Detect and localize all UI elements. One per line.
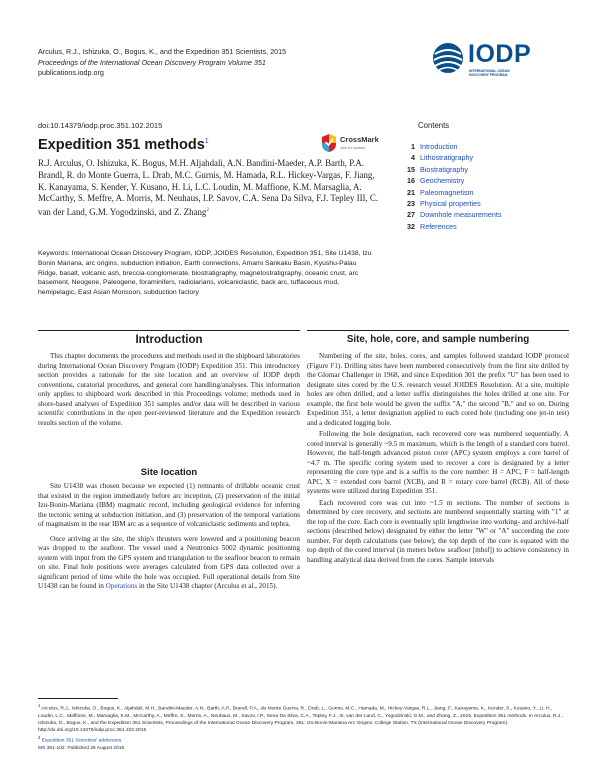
site-paragraph-2 — [38, 535, 300, 592]
toc-label[interactable]: Paleomagnetism — [420, 187, 474, 197]
footnotes — [38, 702, 566, 752]
author-list — [38, 158, 383, 219]
site-location-body — [38, 482, 300, 592]
footnote-rule — [38, 698, 118, 699]
authors-text: R.J. Arculus, O. Ishizuka, K. Bogus, M.H. Aljahdali, A.N. Bandini-Maeder, A.P. Barth, P.A. Brandl, R. do Monte Guerra, L. Drab, M.C. Gurnis, M. Hamada, R.L. Hickey-Vargas, F. Jiang, K. Kanayama, S. Kender, Y. Kusano, H. Li, L.C. Loudin, M. Maffione, K.M. Marsaglia, A. McCarthy, S. Meffre, A. Morris, M. Neuhaus, I.P. Savov, C.A. Sena Da Silva, F.J. Tepley III, C. van der Land, G.M. Yogodzinski, and Z. Zhang — [38, 158, 379, 218]
footnote-1-marker: 1 — [38, 703, 41, 708]
toc-item[interactable] — [396, 141, 576, 152]
footnote-1-text: Arculus, R.J., Ishizuka, O., Bogus, K., Aljahdali, M.H., Bandini-Maeder, A.N., Barth, A.P., Brandl, P.A., do Monte Guerra, R., Drab, L., Gurnis, M.C., Hamada, M., Hickey-Vargas, R.L., Jiang, F., Kanayama, K., Kender, S., Kusano, Y., Li, H., Loudin, L.C., Maffione, M., Marsaglia, K.M., McCarthy, A., Meffre, S., Morris, A., Neuhaus, M., Savov, I.P., Sena Da Silva, C.A., Tepley, F.J., III, van der Land, C., Yogodzinski, G.M., and Zhang, Z., 2015. Expedition 351 methods. In Arculus, R.J., Ishizuka, O., Bogus, K., and the Expedition 351 Scientists, Proceedings of the International Ocean Discovery Program, 351: Izu-Bonin-Mariana Arc Origins: College Station, TX (International Ocean Discovery Program). http://dx.doi.org/10.14379/iodp.proc.351.102.2015 — [38, 706, 564, 733]
crossmark-icon — [320, 133, 338, 153]
toc-page: 27 — [407, 210, 415, 220]
numbering-rule — [307, 330, 569, 331]
publications-site[interactable]: publications.iodp.org — [38, 68, 104, 77]
site-location-heading: Site location — [140, 467, 198, 478]
numbering-body — [307, 352, 569, 565]
table-of-contents — [396, 141, 576, 232]
toc-label[interactable]: Physical properties — [420, 199, 481, 209]
toc-label[interactable]: Introduction — [420, 142, 458, 151]
iodp-logo[interactable] — [432, 40, 572, 88]
authors-footnote-marker[interactable]: 2 — [206, 208, 209, 214]
proceedings-line: Proceedings of the International Ocean Discovery Program Volume 351 — [38, 57, 266, 67]
toc-page: 23 — [407, 199, 415, 209]
footnote-2-marker: 2 — [38, 735, 41, 740]
numbering-heading: Site, hole, core, and sample numbering — [346, 334, 530, 345]
toc-label[interactable]: References — [420, 221, 457, 231]
numbering-paragraph-1b: ). Drilling sites have been numbered consecutively from the first site drilled by the Glomar Challenger in 1968, and since Expedition 301 the prefix "U" has been used to designate sites cored by the U.S. research vessel JOIDES Resolution. At a site, multiple holes are often drilled, and a letter suffix distinguishes the holes drilled at one site. For example, the first hole would be given the suffix "A," the second "B," and so on. During Expedition 351, a letter designation applied to each cored hole (including one jet-in test) and a dedicated logging hole. — [307, 361, 570, 427]
toc-item[interactable] — [396, 209, 576, 220]
footnote-1 — [38, 702, 566, 734]
toc-label[interactable]: Biostratigraphy — [420, 164, 468, 174]
keywords-label: Keywords: — [38, 250, 70, 257]
figure-f1-link[interactable]: F1 — [330, 361, 338, 370]
intro-body — [38, 352, 300, 428]
numbering-paragraph-3: Each recovered core was cut into ~1.5 m sections. The number of sections is determined by core recovery, and sections are numbered sequentially starting with "1" at the top of the core. Each core is eventually split lengthwise into working- and archive-half sections (described below) designated by either the letter "W" or "A" succeeding the core number. For depth calculations (see below), the top depth of the core is equated with the top depth of the cored interval (in meters below seafloor [mbsf]) to achieve consistency in handling analytical data derived from the cores. Sample intervals — [307, 498, 569, 564]
keywords — [38, 249, 378, 298]
doi-link[interactable]: doi:10.14379/iodp.proc.351.102.2015 — [38, 121, 163, 130]
toc-page: 21 — [407, 187, 415, 197]
site-paragraph-1: Site U1438 was chosen because we expected (1) remnants of drillable oceanic crust that existed in the region immediately before arc inception, (2) preservation of the initial Izu-Bonin-Mariana (IBM) magmatic record, including geological evidence for inferring the tectonic setting at subduction initiation, and (3) preservation of the temporal variations of magmatism in the rear IBM arc as a sequence of volcaniclastic sediments and tephra. — [38, 482, 300, 528]
toc-item[interactable] — [396, 221, 576, 232]
toc-page: 32 — [407, 221, 415, 231]
contents-heading: Contents — [418, 121, 450, 130]
intro-rule — [38, 330, 300, 331]
intro-paragraph: This chapter documents the procedures and methods used in the shipboard laboratories during International Ocean Discovery Program (IODP) Expedition 351. This introductory section provides a rationale for the site location and an overview of IODP depth conventions, curatorial procedures, and general core handling/analyses. This information only applies to shipboard work described in this Proceedings volume; methods used in shore-based analyses of Expedition 351 samples and/or data will be described in various scientific contributions in the open peer-reviewed literature and the Expedition research results section of the volume. — [38, 352, 300, 427]
crossmark-label: CrossMark — [340, 135, 379, 144]
citation-header — [38, 47, 368, 79]
keywords-text: International Ocean Discovery Program, IODP, JOIDES Resolution, Expedition 351, Site U1438, Izu Bonin Mariana, arc origins, subduction initiation, Earth connections, Amami Sankaku Basin, Kyushu-Palau Ridge, basalt, volcanic ash, breccia-conglomerate, biostratigraphy, magnetostratigraphy, oceanic crust, arc basement, Neogene, Paleogene, foraminifers, radiolarians, volcaniclastic, back arc, tuffaceous mud, hemipelagic, East Asian Monsoon, subduction factory — [38, 250, 372, 297]
crossmark-badge[interactable] — [320, 133, 382, 155]
citation-line: Arculus, R.J., Ishizuka, O., Bogus, K., and the Expedition 351 Scientists, 2015 — [38, 47, 287, 56]
toc-item[interactable] — [396, 152, 576, 163]
paper-title — [38, 137, 209, 153]
toc-page: 15 — [407, 164, 415, 174]
toc-item[interactable] — [396, 175, 576, 186]
toc-label[interactable]: Downhole measurements — [420, 210, 502, 220]
numbering-paragraph-1 — [307, 352, 569, 428]
iodp-logo-text: IODP — [468, 40, 532, 68]
paper-title-text: Expedition 351 methods — [38, 137, 205, 153]
toc-item[interactable] — [396, 164, 576, 175]
iodp-logo-subtitle-2: DISCOVERY PROGRAM — [469, 73, 508, 78]
toc-page: 4 — [411, 153, 415, 163]
numbering-paragraph-2: Following the hole designation, each recovered core was numbered sequentially. A cored interval is generally ~9.5 m maximum, which is the length of a standard core barrel. However, the half-length advanced piston corer (APC) system employs a core barrel of ~4.7 m. The specific coring system used to recover a core is designated by a letter representing the core type and is a suffix to the core number: H = APC, F = half-length APC, X = extended core barrel (XCB), and R = rotary core barrel (RCB). All of these systems were utilized during Expedition 351. — [307, 430, 569, 495]
scientists-addresses-link[interactable]: Expedition 351 Scientists' addresses. — [41, 738, 123, 744]
manuscript-line: MS 351-102: Published 25 August 2015 — [38, 745, 125, 751]
iodp-logo-subtitle — [469, 69, 510, 78]
intro-heading: Introduction — [135, 334, 203, 346]
iodp-globe-icon — [432, 40, 464, 76]
toc-item[interactable] — [396, 198, 576, 209]
operations-link[interactable]: Operations — [105, 582, 138, 590]
toc-label[interactable]: Geochemistry — [420, 176, 465, 186]
toc-page: 1 — [411, 142, 415, 151]
iodp-logo-subtitle-1: INTERNATIONAL OCEAN — [469, 69, 510, 73]
toc-label[interactable]: Lithostratigraphy — [420, 153, 474, 163]
numbering-paragraph-1a: Numbering of the site, holes, cores, and samples followed standard IODP protocol (Figure — [307, 352, 569, 370]
title-footnote-marker[interactable]: 1 — [204, 138, 209, 146]
site-paragraph-2a: Once arriving at the site, the ship's thrusters were lowered and a positioning beacon was dropped to the seafloor. The vessel used a Neutronics 5002 dynamic positioning system with input from the GPS system and triangulation to the seafloor beacon to remain on site. Final hole positions were averages calculated from GPS data collected over a significant period of time while the hole was occupied. Full operational details from Site U1438 can be found in — [38, 534, 300, 590]
site-paragraph-2b: in the Site U1438 chapter (Arculus et al., 2015). — [139, 582, 278, 590]
toc-page: 16 — [407, 176, 415, 186]
crossmark-sub: click for updates — [340, 146, 366, 150]
footnote-2 — [38, 734, 566, 745]
toc-item[interactable] — [396, 187, 576, 198]
